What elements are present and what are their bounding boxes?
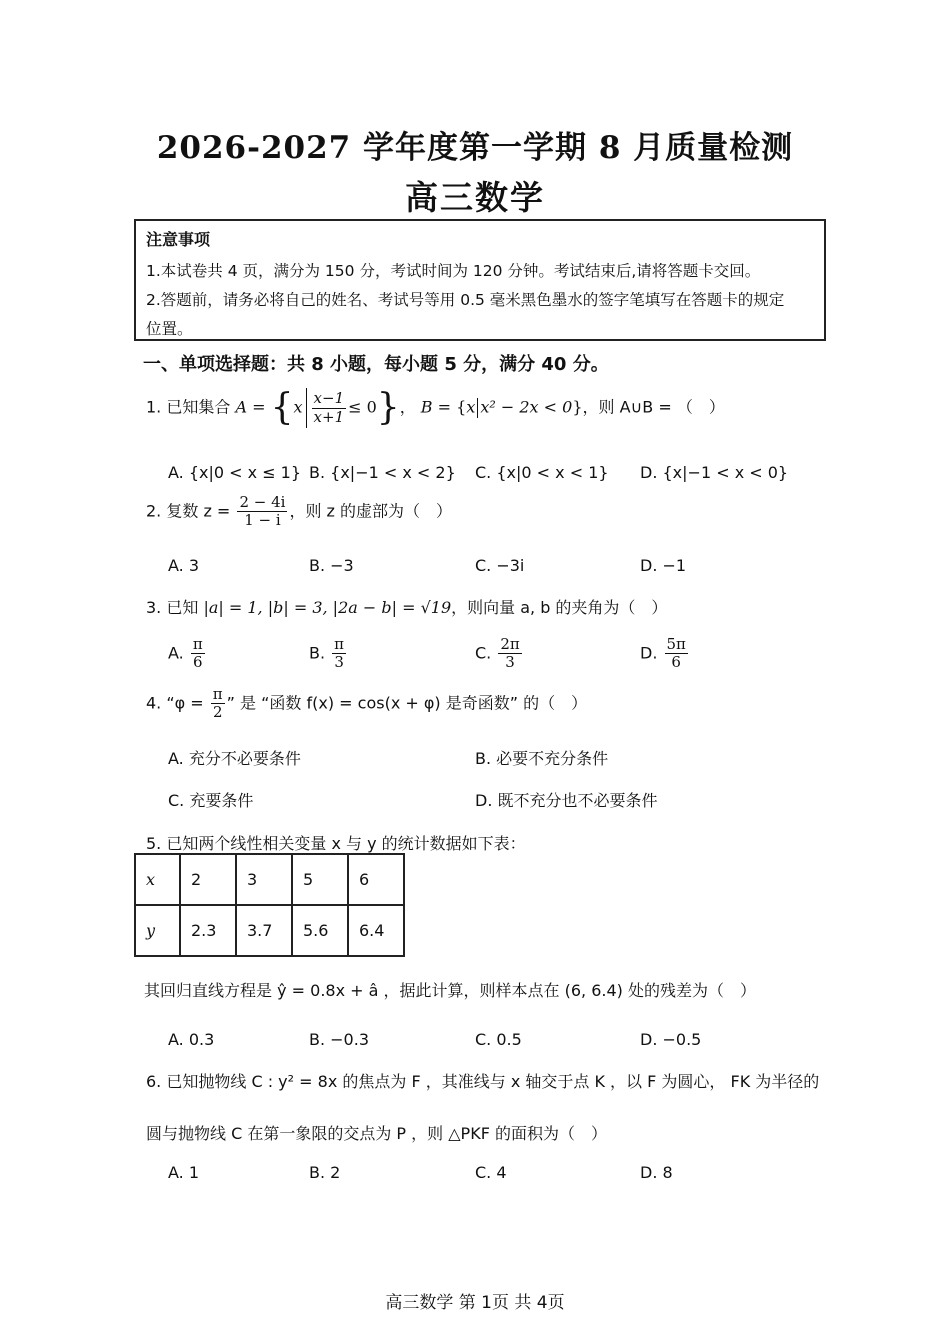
option-d: D. $\frac{5\pi}{6}$ <box>640 635 686 672</box>
option-c: C. −3i <box>475 556 525 575</box>
question-2: 2. 复数 z = $\frac{2 - 4i}{1 - i}$ ，则 z 的虚部为（ ） <box>146 493 453 530</box>
question-5: 5. 已知两个线性相关变量 x 与 y 的统计数据如下表： <box>146 834 526 853</box>
fraction: $\frac{\pi}{2}$ <box>212 685 223 722</box>
section-heading: 一、单项选择题：共 8 小题，每小题 5 分，满分 40 分。 <box>143 354 609 375</box>
fraction: $\frac{2 - 4i}{1 - i}$ <box>239 493 286 530</box>
question-number: 4. <box>146 693 162 713</box>
option-a: A. $\frac{\pi}{6}$ <box>168 635 203 672</box>
question-5-text: 其回归直线方程是 ŷ = 0.8x + â ，据此计算，则样本点在 (6, 6.4) 处的残差为（ ） <box>144 981 756 1000</box>
option-b: B. 必要不充分条件 <box>475 749 609 768</box>
fraction: $\frac{x-1}{x+1}$ <box>313 389 345 426</box>
question-number: 5. <box>146 834 162 853</box>
left-brace: { <box>270 387 294 428</box>
question-number: 1. <box>146 397 162 417</box>
question-number: 2. <box>146 501 162 521</box>
question-6-line-2: 圆与抛物线 C 在第一象限的交点为 P ，则 △PKF 的面积为（ ） <box>146 1124 607 1143</box>
table-row: y 2.3 3.7 5.6 6.4 <box>135 905 404 956</box>
option-d: D. {x|−1 < x < 0} <box>640 463 789 482</box>
option-d: D. 8 <box>640 1163 673 1182</box>
option-a: A. {x|0 < x ≤ 1} <box>168 463 302 482</box>
option-d: D. −0.5 <box>640 1030 702 1049</box>
exam-subject: 高三数学 <box>405 178 545 217</box>
option-b: B. {x|−1 < x < 2} <box>309 463 456 482</box>
notice-box <box>134 219 826 341</box>
option-c: C. 0.5 <box>475 1030 522 1049</box>
option-c: C. 充要条件 <box>168 791 254 810</box>
option-c: C. {x|0 < x < 1} <box>475 463 609 482</box>
notice-line-2: 2.答题前，请务必将自己的姓名、考试号等用 0.5 毫米黑色墨水的签字笔填写在答题卡的规定 <box>146 291 785 309</box>
option-a: A. 1 <box>168 1163 200 1182</box>
page-footer: 高三数学 第 1页 共 4页 <box>385 1293 565 1313</box>
option-b: B. −0.3 <box>309 1030 369 1049</box>
option-b: B. −3 <box>309 556 354 575</box>
notice-line-1: 1.本试卷共 4 页，满分为 150 分，考试时间为 120 分钟。考试结束后,请将答题卡交回。 <box>146 262 761 280</box>
option-c: C. $\frac{2\pi}{3}$ <box>475 635 520 672</box>
notice-line-3: 位置。 <box>146 320 193 338</box>
option-d: D. 既不充分也不必要条件 <box>475 791 658 810</box>
option-c: C. 4 <box>475 1163 507 1182</box>
question-lead: 已知集合 <box>166 397 231 417</box>
table-row: x 2 3 5 6 <box>135 854 404 905</box>
question-6: 6. 已知抛物线 C : y² = 8x 的焦点为 F ，其准线与 x 轴交于点 K ，以 F 为圆心， FK 为半径的 <box>146 1072 820 1091</box>
option-b: B. $\frac{\pi}{3}$ <box>309 635 345 672</box>
set-bar <box>306 388 307 428</box>
question-3: 3. 已知 |a| = 1, |b| = 3, |2a − b| = √19，则向量 a, b 的夹角为（ ） <box>146 598 668 617</box>
question-1: 1. 已知集合 A = {x $\frac{x-1}{x+1}$ ≤ 0}， B = {x x² − 2x < 0}，则 A∪B = （ ） <box>146 387 725 428</box>
data-table <box>134 853 405 957</box>
set-b-label: B = <box>420 397 457 417</box>
set-a-label: A = <box>235 397 271 417</box>
option-d: D. −1 <box>640 556 687 575</box>
option-a: A. 0.3 <box>168 1030 215 1049</box>
right-brace: } <box>376 387 400 428</box>
option-a: A. 3 <box>168 556 200 575</box>
exam-title: 2026-2027 学年度第一学期 8 月质量检测 <box>156 130 794 166</box>
option-a: A. 充分不必要条件 <box>168 749 301 768</box>
question-4: 4. “φ = $\frac{\pi}{2}$ ” 是 “函数 f(x) = cos(x + φ) 是奇函数” 的（ ） <box>146 685 588 722</box>
question-number: 6. <box>146 1072 162 1091</box>
notice-title: 注意事项 <box>146 230 211 249</box>
question-number: 3. <box>146 598 162 617</box>
option-b: B. 2 <box>309 1163 341 1182</box>
